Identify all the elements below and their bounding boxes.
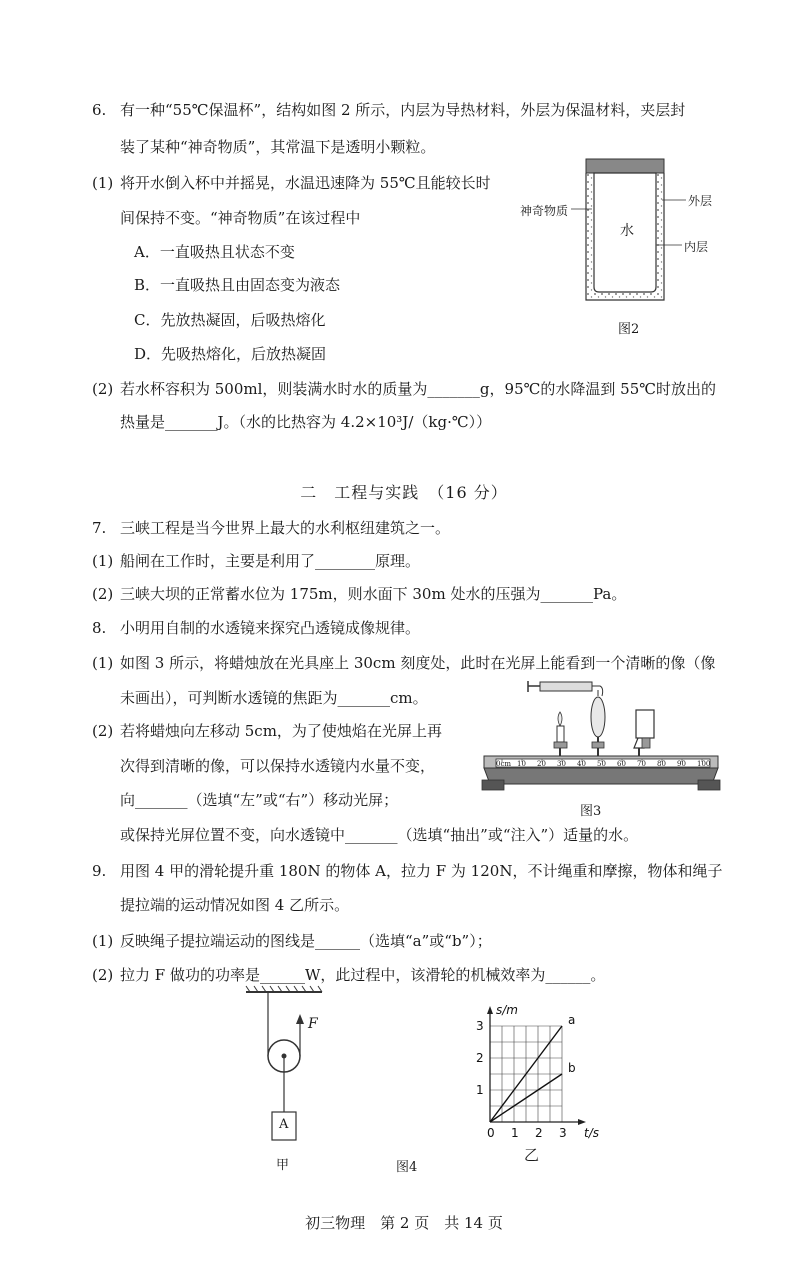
- q9-stem-line2: 提拉端的运动情况如图 4 乙所示。: [120, 896, 350, 914]
- page-footer: 初三物理 第 2 页 共 14 页: [305, 1214, 503, 1232]
- syringe-barrel: [540, 682, 592, 691]
- q7-p2-number: (2): [92, 585, 114, 603]
- label-magic-substance: 神奇物质: [520, 204, 569, 218]
- figure-4-caption: 图4: [396, 1160, 418, 1175]
- light-screen: [636, 710, 654, 738]
- scale-label: 30: [557, 760, 566, 768]
- cup-lid: [586, 159, 664, 173]
- label-block-a: A: [279, 1117, 289, 1132]
- x-tick-label: 3: [559, 1126, 567, 1140]
- scale-label: 70: [637, 760, 646, 768]
- scale-label: 40: [577, 760, 586, 768]
- water-lens: [591, 697, 605, 737]
- label-inner-layer: 内层: [684, 240, 709, 254]
- q6-p1-text1: 将开水倒入杯中并摇晃，水温迅速降为 55℃且能较长时: [120, 174, 491, 192]
- figure-3: [476, 672, 726, 820]
- q9-stem-line1: 用图 4 甲的滑轮提升重 180N 的物体 A，拉力 F 为 120N，不计绳重和摩擦，物体和绳子: [120, 862, 723, 880]
- q9-p1-number: (1): [92, 932, 114, 950]
- scale-label: 90: [677, 760, 686, 768]
- section-2-heading: 二 工程与实践 （16 分）: [300, 483, 508, 502]
- scale-label: 80: [657, 760, 666, 768]
- q6-option-a-text: A．一直吸热且状态不变: [134, 243, 295, 261]
- label-jia: 甲: [276, 1158, 290, 1173]
- q7-stem: 三峡工程是当今世界上最大的水利枢纽建筑之一。: [120, 519, 451, 537]
- q8-p1-number: (1): [92, 654, 114, 672]
- q7-p1-number: (1): [92, 552, 114, 570]
- q8-p1-text2: 未画出），可判断水透镜的焦距为_______cm。: [120, 689, 428, 707]
- x-tick-label: 0: [487, 1126, 495, 1140]
- q9-number: 9.: [92, 862, 107, 880]
- q8-number: 8.: [92, 619, 107, 637]
- q6-p2-text2: 热量是_______J。（水的比热容为 4.2×10³J/（kg·℃））: [120, 413, 492, 431]
- scale-label: 20: [537, 760, 546, 768]
- figure-4-jia: [236, 984, 346, 1174]
- pulley-diagram: [236, 984, 346, 1154]
- scale-label: 60: [617, 760, 626, 768]
- q8-p2-text1: 若将蜡烛向左移动 5cm，为了使烛焰在光屏上再: [120, 722, 442, 740]
- q8-stem: 小明用自制的水透镜来探究凸透镜成像规律。: [120, 619, 421, 637]
- figure-2: [516, 152, 736, 342]
- scale-label: 100: [697, 760, 711, 768]
- q8-p2-text2: 次得到清晰的像，可以保持水透镜内水量不变，: [120, 757, 436, 775]
- q6-p2-text1: 若水杯容积为 500ml，则装满水时水的质量为_______g，95℃的水降温到 55℃时放出的: [120, 380, 717, 398]
- q7-number: 7.: [92, 519, 107, 537]
- label-force-f: F: [308, 1016, 318, 1032]
- q7-p2-text: 三峡大坝的正常蓄水位为 175m，则水面下 30m 处水的压强为_______Pa。: [120, 585, 627, 603]
- q8-p2-text4: 或保持光屏位置不变，向水透镜中_______（选填“抽出”或“注入”）适量的水。: [120, 826, 639, 844]
- q6-p1-text2: 间保持不变。“神奇物质”在该过程中: [120, 209, 361, 227]
- y-tick-label: 3: [476, 1019, 484, 1033]
- candle-body: [557, 726, 564, 742]
- x-axis-label: t/s: [584, 1126, 599, 1140]
- label-water: 水: [620, 223, 634, 239]
- label-yi: 乙: [524, 1146, 540, 1164]
- st-chart: [466, 994, 616, 1144]
- q6-option-c-text: C．先放热凝固，后吸热熔化: [134, 311, 326, 329]
- y-axis-label: s/m: [496, 1003, 518, 1017]
- scale-label: 0cm: [496, 760, 512, 768]
- q6-p1-number: (1): [92, 174, 114, 192]
- q6-option-d-text: D．先吸热熔化，后放热凝固: [134, 345, 327, 363]
- candle-flame: [558, 712, 562, 726]
- optical-bench-diagram: [476, 672, 726, 800]
- q8-p2-text3: 向_______（选填“左”或“右”）移动光屏；: [120, 791, 399, 809]
- y-axis-arrow: [487, 1006, 493, 1014]
- series-label-a: a: [568, 1013, 576, 1027]
- q7-p1-text: 船闸在工作时，主要是利用了________原理。: [120, 552, 421, 570]
- q8-p1-text1: 如图 3 所示，将蜡烛放在光具座上 30cm 刻度处，此时在光屏上能看到一个清晰的像（像: [120, 654, 716, 672]
- bench-body: [484, 768, 718, 784]
- syringe-tube: [592, 686, 603, 696]
- q6-stem-line1: 有一种“55℃保温杯”，结构如图 2 所示，内层为导热材料，外层为保温材料，夹层封: [120, 101, 686, 119]
- label-outer-layer: 外层: [688, 194, 713, 208]
- figure-4-yi: [466, 994, 616, 1168]
- q6-number: 6.: [92, 101, 107, 119]
- y-tick-label: 2: [476, 1051, 484, 1065]
- scale-label: 50: [597, 760, 606, 768]
- scale-label: 10: [517, 760, 526, 768]
- q9-p1-text: 反映绳子提拉端运动的图线是______（选填“a”或“b”）；: [120, 932, 492, 950]
- q8-p2-number: (2): [92, 722, 114, 740]
- force-arrow: [296, 1014, 304, 1024]
- figure-3-caption: 图3: [580, 804, 602, 819]
- x-tick-label: 2: [535, 1126, 543, 1140]
- q6-p2-number: (2): [92, 380, 114, 398]
- series-label-b: b: [568, 1061, 576, 1075]
- x-axis-arrow: [578, 1119, 586, 1125]
- y-tick-label: 1: [476, 1083, 484, 1097]
- q6-option-b-text: B．一直吸热且由固态变为液态: [134, 276, 341, 294]
- q6-stem-line2: 装了某种“神奇物质”，其常温下是透明小颗粒。: [120, 138, 436, 156]
- q9-p2-text: 拉力 F 做功的功率是______W，此过程中，该滑轮的机械效率为______。: [120, 966, 606, 984]
- x-tick-label: 1: [511, 1126, 519, 1140]
- bench-foot-right: [698, 780, 720, 790]
- q9-p2-number: (2): [92, 966, 114, 984]
- figure-2-caption: 图2: [618, 322, 640, 337]
- bench-foot-left: [482, 780, 504, 790]
